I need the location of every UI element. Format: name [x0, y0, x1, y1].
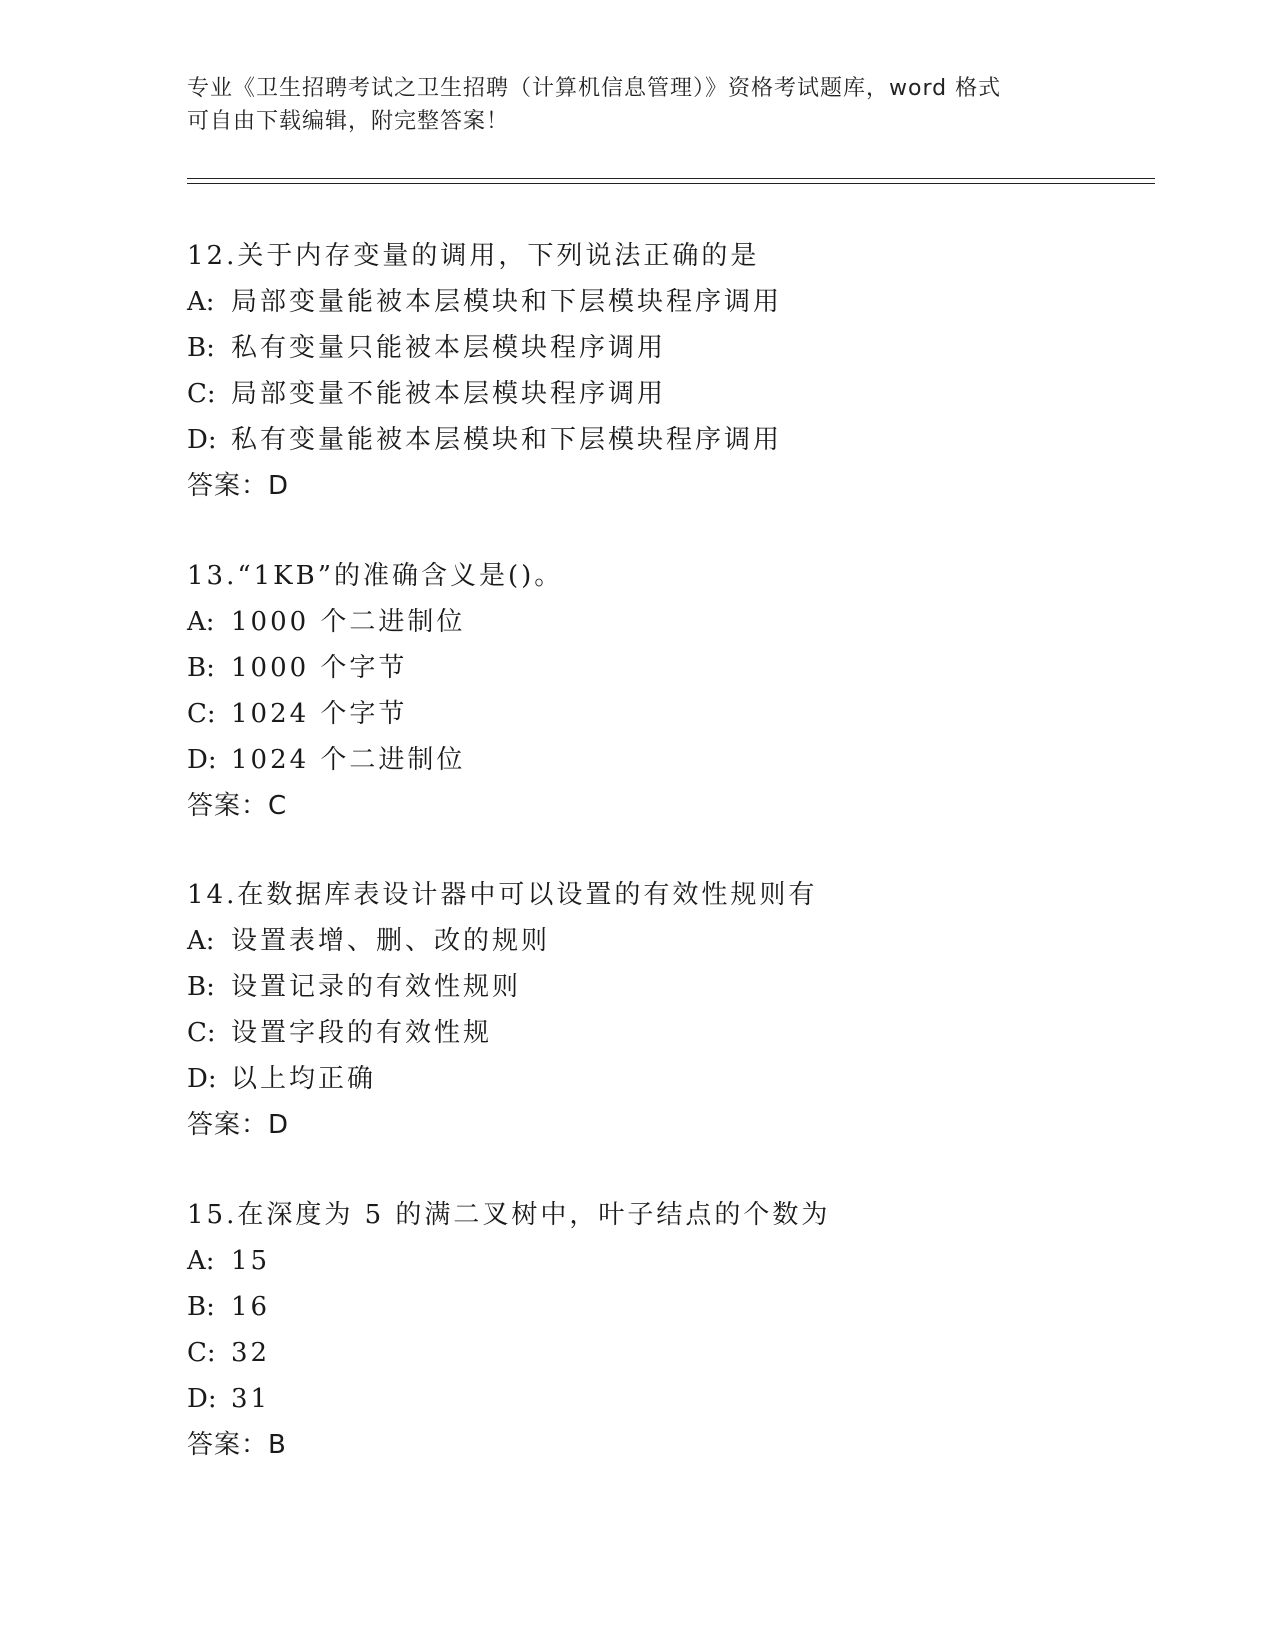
option-b	[187, 964, 1137, 1010]
option-text: 1024 个字节	[231, 699, 408, 729]
option-key: A:	[187, 607, 215, 637]
option-a	[187, 918, 1137, 964]
option-d	[187, 1056, 1137, 1102]
header-line-1: 专业《卫生招聘考试之卫生招聘（计算机信息管理）》资格考试题库，word 格式	[187, 76, 1002, 101]
option-key: C:	[187, 1018, 216, 1048]
option-d	[187, 1376, 1137, 1422]
option-b	[187, 645, 1137, 691]
option-d	[187, 737, 1137, 783]
question-15	[187, 1192, 1137, 1468]
option-key: A:	[187, 926, 215, 956]
option-text: 32	[231, 1338, 271, 1368]
option-c	[187, 691, 1137, 737]
option-text: 以上均正确	[231, 1064, 377, 1094]
option-key: B:	[187, 1292, 215, 1322]
header-line-2: 可自由下载编辑，附完整答案！	[187, 109, 510, 134]
option-key: B:	[187, 653, 215, 683]
option-a	[187, 1238, 1137, 1284]
option-text: 私有变量只能被本层模块程序调用	[231, 333, 667, 363]
option-key: A:	[187, 1246, 215, 1276]
option-key: C:	[187, 699, 216, 729]
question-stem: 15.在深度为 5 的满二叉树中，叶子结点的个数为	[187, 1200, 831, 1230]
option-text: 设置字段的有效性规	[231, 1018, 493, 1048]
option-key: C:	[187, 1338, 216, 1368]
option-key: D:	[187, 1064, 217, 1094]
option-text: 16	[231, 1292, 271, 1322]
option-text: 局部变量能被本层模块和下层模块程序调用	[231, 287, 783, 317]
option-key: D:	[187, 1384, 217, 1414]
question-stem: 13.“1KB”的准确含义是()。	[187, 561, 564, 591]
option-c	[187, 371, 1137, 417]
option-text: 1000 个字节	[231, 653, 408, 683]
option-key: C:	[187, 379, 216, 409]
option-text: 私有变量能被本层模块和下层模块程序调用	[231, 425, 783, 455]
option-c	[187, 1010, 1137, 1056]
document-header	[187, 72, 1087, 138]
option-text: 15	[231, 1246, 271, 1276]
option-text: 31	[231, 1384, 271, 1414]
question-stem: 12.关于内存变量的调用，下列说法正确的是	[187, 241, 760, 271]
option-b	[187, 325, 1137, 371]
answer-line: 答案：D	[187, 471, 290, 501]
option-key: A:	[187, 287, 215, 317]
answer-line: 答案：C	[187, 791, 288, 821]
question-12	[187, 233, 1137, 509]
question-14	[187, 872, 1137, 1148]
option-b	[187, 1284, 1137, 1330]
option-text: 1000 个二进制位	[231, 607, 466, 637]
answer-line: 答案：B	[187, 1430, 287, 1460]
question-stem: 14.在数据库表设计器中可以设置的有效性规则有	[187, 880, 818, 910]
header-divider-bottom	[187, 183, 1155, 184]
option-text: 设置表增、删、改的规则	[231, 926, 551, 956]
option-key: D:	[187, 425, 217, 455]
option-a	[187, 599, 1137, 645]
option-d	[187, 417, 1137, 463]
option-a	[187, 279, 1137, 325]
option-key: B:	[187, 333, 215, 363]
header-divider-top	[187, 178, 1155, 179]
option-text: 1024 个二进制位	[231, 745, 466, 775]
option-key: B:	[187, 972, 215, 1002]
option-c	[187, 1330, 1137, 1376]
option-text: 局部变量不能被本层模块程序调用	[231, 379, 667, 409]
option-key: D:	[187, 745, 217, 775]
option-text: 设置记录的有效性规则	[231, 972, 522, 1002]
question-13	[187, 553, 1137, 829]
answer-line: 答案：D	[187, 1110, 290, 1140]
